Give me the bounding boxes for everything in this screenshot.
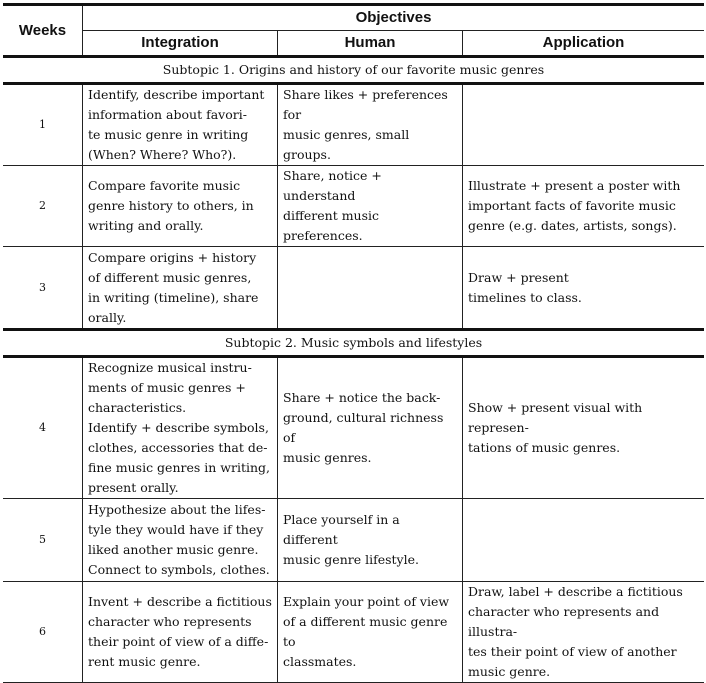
application-cell [463, 84, 705, 166]
human-cell: Share likes + preferences for music genres, small groups. [278, 84, 463, 166]
objectives-table [3, 3, 704, 683]
table-row [3, 357, 704, 499]
application-cell: Draw, label + describe a fictitious character who represents and illustra- tes their point of view of another music genre. [463, 582, 705, 683]
table-row [3, 499, 704, 582]
header-application: Application [463, 31, 705, 57]
week-cell: 4 [3, 357, 83, 499]
table-row [3, 166, 704, 247]
header-objectives: Objectives [83, 5, 705, 31]
week-cell: 1 [3, 84, 83, 166]
application-cell: Show + present visual with represen- tations of music genres. [463, 357, 705, 499]
table-row [3, 84, 704, 166]
human-cell: Share + notice the back- ground, cultural richness of music genres. [278, 357, 463, 499]
integration-cell: Invent + describe a fictitious character who represents their point of view of a diffe- rent music genre. [83, 582, 278, 683]
integration-cell: Recognize musical instru- ments of music genres + characteristics. Identify + describe symbols, clothes, accessories that de- fine music genres in writing, present orally. [83, 357, 278, 499]
table-row [3, 582, 704, 683]
human-cell: Place yourself in a different music genre lifestyle. [278, 499, 463, 582]
human-cell: Share, notice + understand different music preferences. [278, 166, 463, 247]
header-weeks: Weeks [3, 5, 83, 57]
integration-cell: Hypothesize about the lifes- tyle they would have if they liked another music genre. Connect to symbols, clothes. [83, 499, 278, 582]
subtopic-1: Subtopic 1. Origins and history of our favorite music genres [3, 57, 704, 84]
week-cell: 2 [3, 166, 83, 247]
integration-cell: Identify, describe important information about favori- te music genre in writing (When? Where? Who?). [83, 84, 278, 166]
header-integration: Integration [83, 31, 278, 57]
human-cell [278, 247, 463, 330]
integration-cell: Compare origins + history of different music genres, in writing (timeline), share orally. [83, 247, 278, 330]
table-row [3, 247, 704, 330]
human-cell: Explain your point of view of a different music genre to classmates. [278, 582, 463, 683]
application-cell: Draw + present timelines to class. [463, 247, 705, 330]
week-cell: 5 [3, 499, 83, 582]
subtopic-2: Subtopic 2. Music symbols and lifestyles [3, 330, 704, 357]
application-cell [463, 499, 705, 582]
header-human: Human [278, 31, 463, 57]
application-cell: Illustrate + present a poster with important facts of favorite music genre (e.g. dates, artists, songs). [463, 166, 705, 247]
week-cell: 3 [3, 247, 83, 330]
integration-cell: Compare favorite music genre history to others, in writing and orally. [83, 166, 278, 247]
week-cell: 6 [3, 582, 83, 683]
